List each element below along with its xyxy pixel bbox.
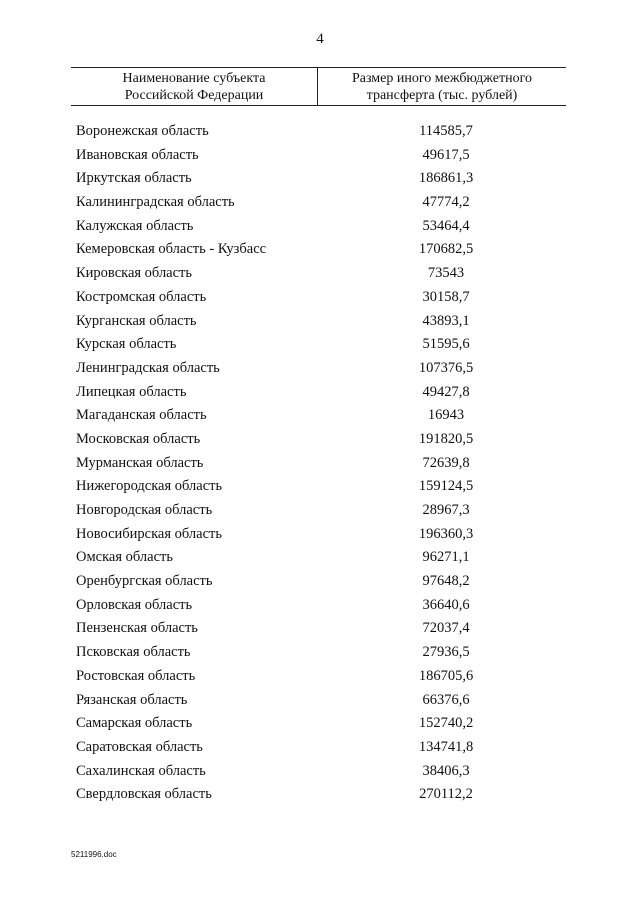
table-row <box>71 665 566 689</box>
document-filename: 5211996.doc <box>71 850 117 859</box>
transfer-value: 30158,7 <box>422 288 470 305</box>
region-name: Калининградская область <box>76 194 235 211</box>
transfer-value: 107376,5 <box>418 359 474 376</box>
table-row <box>71 523 566 547</box>
table-row <box>71 144 566 168</box>
region-name: Самарская область <box>76 715 193 732</box>
table-row <box>71 499 566 523</box>
table-row <box>71 736 566 760</box>
transfer-value: 49427,8 <box>422 383 470 400</box>
table-row <box>71 404 566 428</box>
table-row <box>71 570 566 594</box>
transfer-value: 43893,1 <box>422 312 470 329</box>
table-row <box>71 286 566 310</box>
transfer-value: 47774,2 <box>422 194 470 211</box>
transfer-table <box>71 67 566 807</box>
table-row <box>71 262 566 286</box>
transfer-value: 186861,3 <box>418 170 474 187</box>
region-name: Ростовская область <box>76 667 196 684</box>
transfer-value: 114585,7 <box>419 123 473 139</box>
table-row <box>71 357 566 381</box>
table-row <box>71 783 566 807</box>
region-name: Иркутская область <box>76 170 192 187</box>
region-name: Калужская область <box>76 217 194 234</box>
region-name: Московская область <box>76 430 201 447</box>
region-name: Новосибирская область <box>76 525 222 542</box>
transfer-value: 72639,8 <box>422 454 470 471</box>
table-row <box>71 120 566 144</box>
transfer-value: 73543 <box>427 265 465 282</box>
table-header <box>71 67 566 106</box>
transfer-value: 27936,5 <box>422 644 470 661</box>
transfer-value: 96271,1 <box>422 549 470 566</box>
table-row <box>71 238 566 262</box>
table-row <box>71 310 566 334</box>
table-row <box>71 191 566 215</box>
region-name: Пензенская область <box>76 620 198 637</box>
transfer-value: 51595,6 <box>422 336 470 353</box>
transfer-value: 270112,2 <box>419 786 473 803</box>
region-name: Воронежская область <box>76 123 209 139</box>
transfer-value: 152740,2 <box>418 715 474 732</box>
transfer-value: 28967,3 <box>422 502 470 518</box>
region-name: Псковская область <box>76 644 191 661</box>
region-name: Орловская область <box>76 596 193 613</box>
transfer-value: 159124,5 <box>418 478 474 495</box>
transfer-value: 186705,6 <box>418 667 474 684</box>
transfer-value: 36640,6 <box>422 596 470 613</box>
region-name: Кировская область <box>76 265 193 282</box>
table-row <box>71 475 566 499</box>
table-row <box>71 452 566 476</box>
region-name: Рязанская область <box>76 691 188 708</box>
region-name: Курская область <box>76 336 177 353</box>
region-name: Ленинградская область <box>76 359 220 376</box>
transfer-value: 53464,4 <box>422 217 470 234</box>
region-name: Омская область <box>76 549 173 566</box>
region-name: Саратовская область <box>76 738 203 755</box>
region-name: Липецкая область <box>76 383 187 400</box>
region-name: Кемеровская область - Кузбасс <box>76 241 267 258</box>
region-name: Свердловская область <box>76 786 212 803</box>
table-body <box>71 120 566 807</box>
transfer-value: 196360,3 <box>418 525 474 542</box>
region-name: Курганская область <box>76 312 197 329</box>
region-name: Ивановская область <box>76 146 199 163</box>
transfer-value: 170682,5 <box>418 241 474 258</box>
region-name: Нижегородская область <box>76 478 223 495</box>
header-transfer-amount: Размер иного межбюджетного трансферта (тыс. рублей) <box>351 71 533 103</box>
page-number: 4 <box>316 31 324 47</box>
region-name: Оренбургская область <box>76 573 213 590</box>
table-row <box>71 689 566 713</box>
table-row <box>71 215 566 239</box>
region-name: Мурманская область <box>76 454 204 471</box>
table-row <box>71 594 566 618</box>
region-name: Сахалинская область <box>76 762 206 779</box>
table-row <box>71 333 566 357</box>
region-name: Новгородская область <box>76 502 213 518</box>
header-region-name: Наименование субъекта Российской Федерации <box>122 71 266 103</box>
table-row <box>71 167 566 191</box>
transfer-value: 72037,4 <box>422 620 470 637</box>
transfer-value: 49617,5 <box>422 146 470 163</box>
table-row <box>71 381 566 405</box>
transfer-value: 134741,8 <box>418 738 474 755</box>
table-row <box>71 760 566 784</box>
table-row <box>71 712 566 736</box>
transfer-value: 97648,2 <box>422 573 470 590</box>
table-row <box>71 428 566 452</box>
transfer-value: 66376,6 <box>422 691 470 708</box>
region-name: Магаданская область <box>76 407 207 424</box>
table-row <box>71 546 566 570</box>
table-row <box>71 641 566 665</box>
table-row <box>71 617 566 641</box>
transfer-value: 16943 <box>427 407 465 424</box>
region-name: Костромская область <box>76 288 207 305</box>
transfer-value: 191820,5 <box>418 430 474 447</box>
transfer-value: 38406,3 <box>422 762 470 779</box>
